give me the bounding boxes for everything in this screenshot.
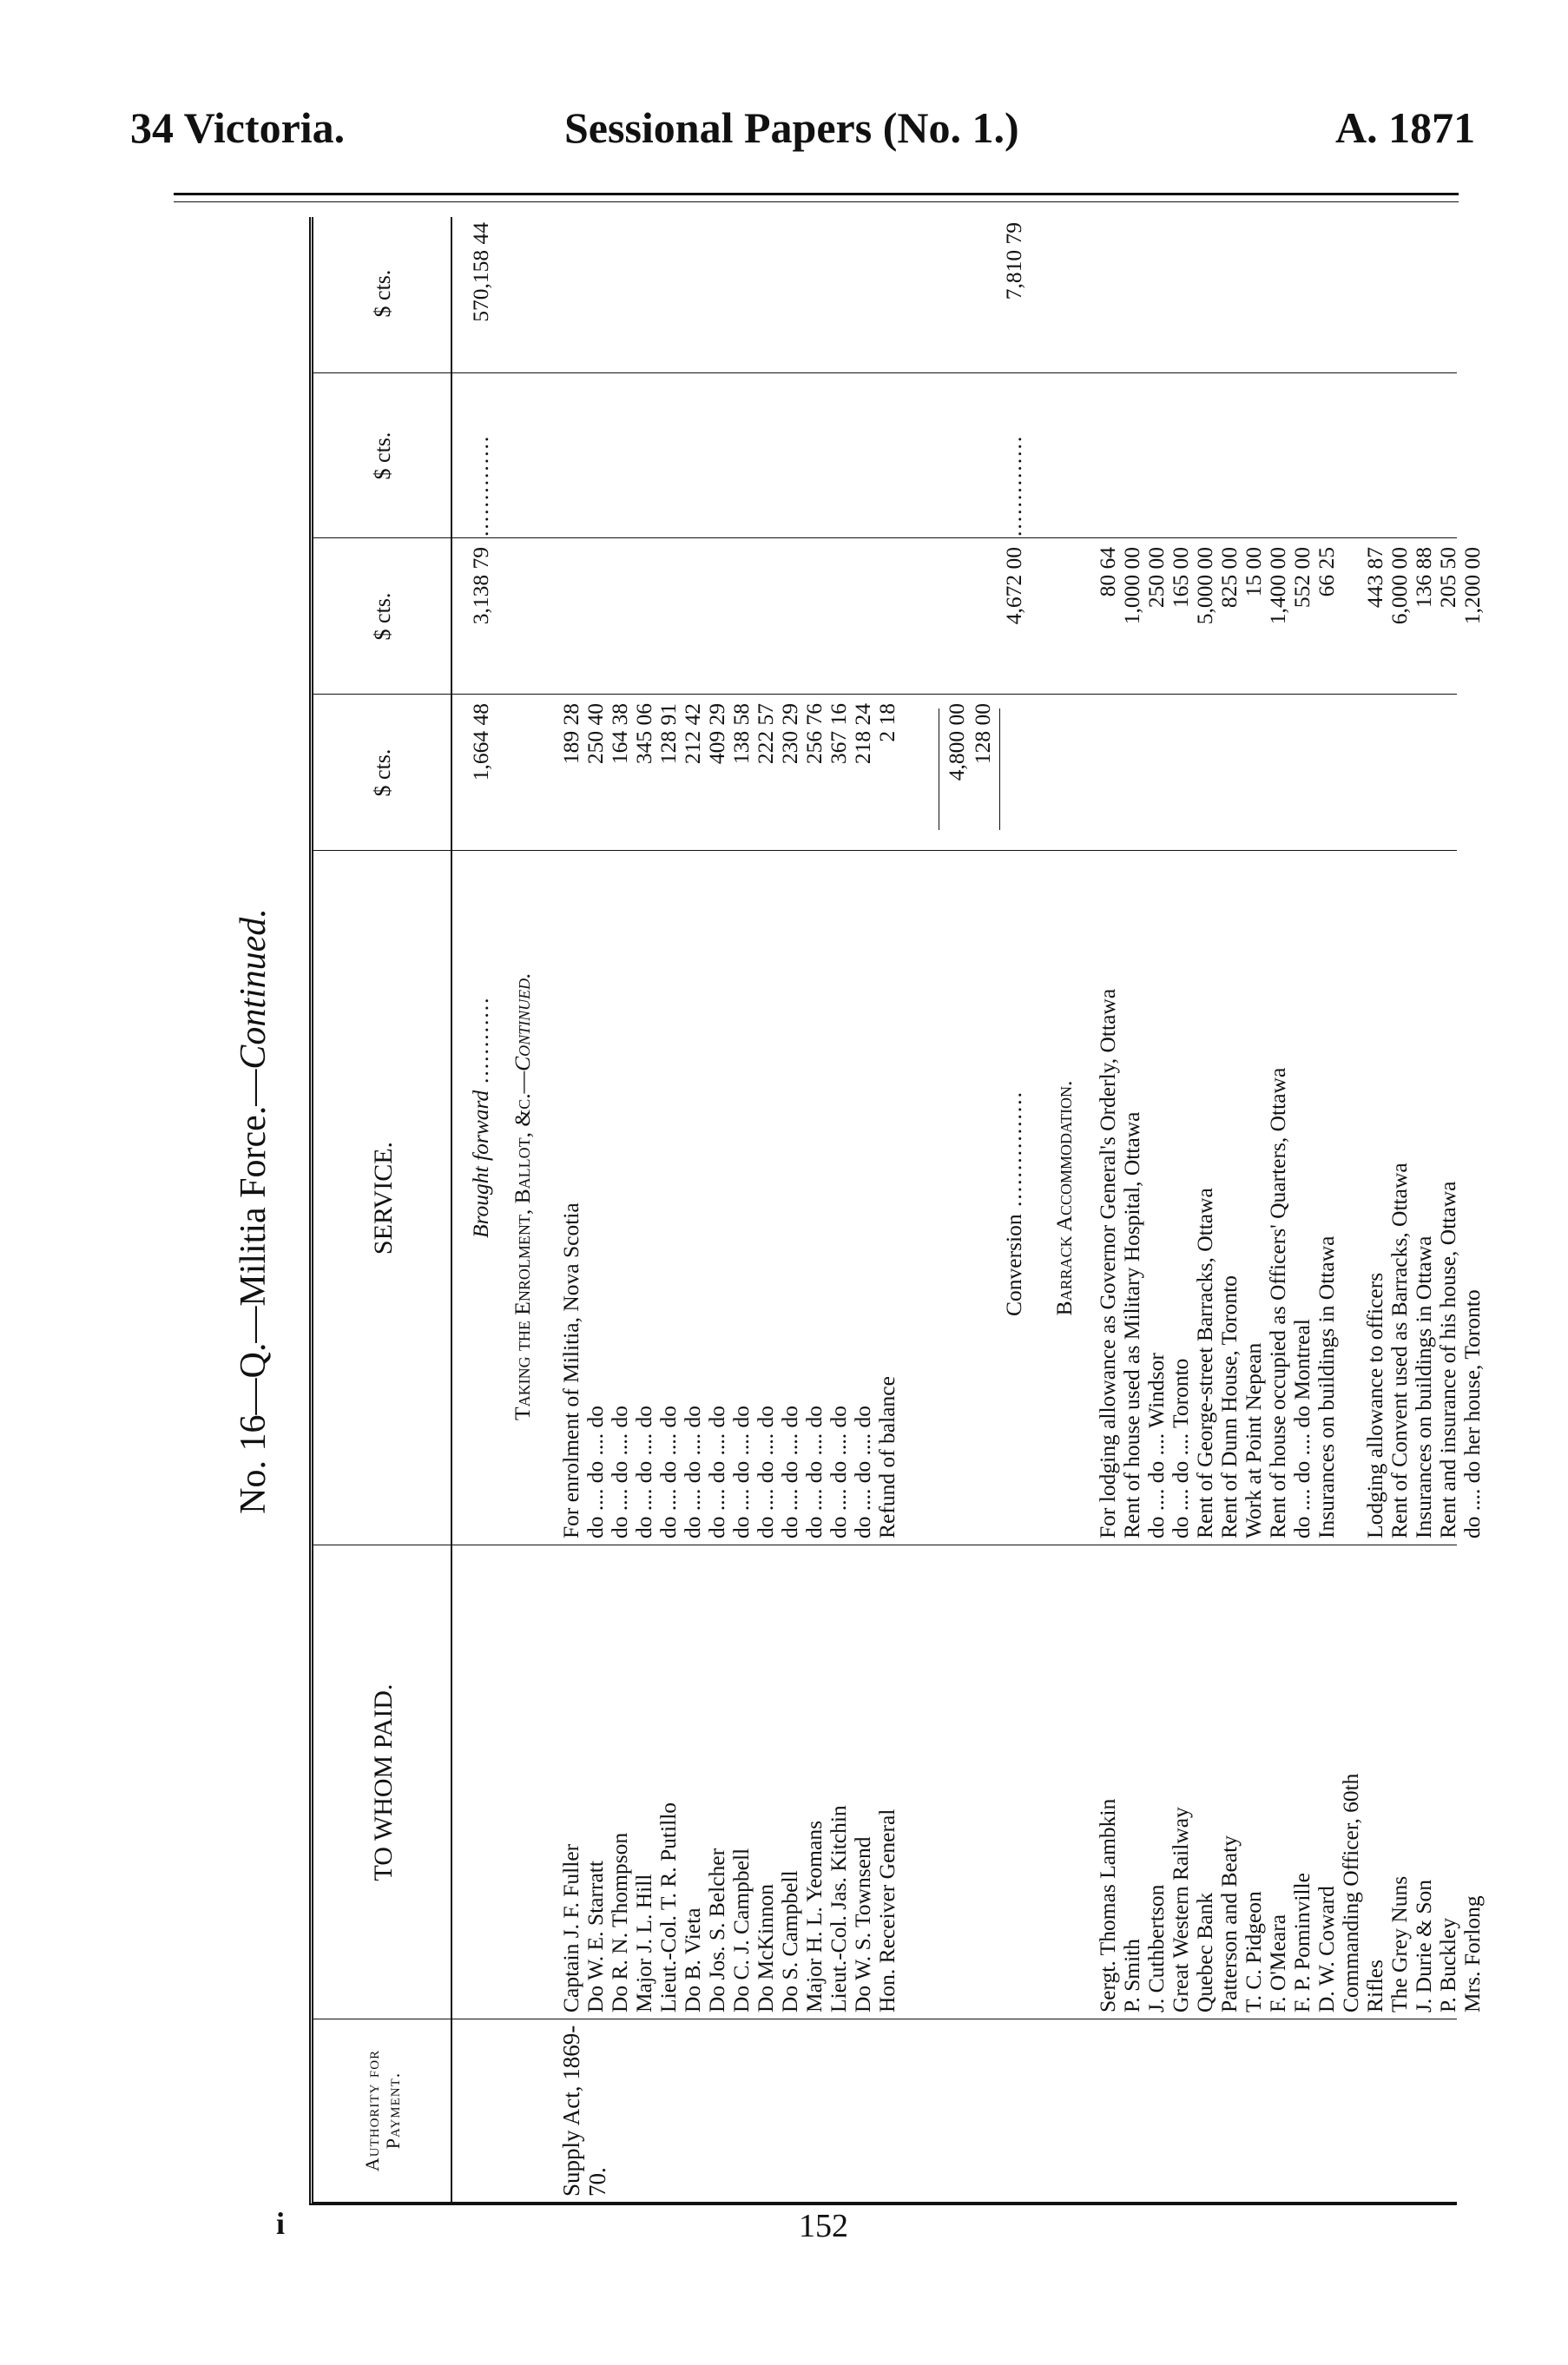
enrolment-service: do .... do .... do (728, 1406, 754, 1538)
enrolment-amount: 138 58 (728, 703, 754, 765)
enrolment-service: do .... do .... do (850, 1406, 875, 1538)
barrack-amount: 165 00 (1168, 547, 1193, 609)
barrack-service: Rent of Dunn House, Toronto (1216, 1275, 1242, 1538)
brought-forward-col1: 1,664 48 (468, 703, 493, 781)
enrolment-payee: Major H. L. Yeomans (801, 1821, 827, 2013)
barrack-payee: F. P. Pominville (1289, 1873, 1314, 2013)
barrack-amount: 80 64 (1095, 547, 1120, 597)
running-head-center: Sessional Papers (No. 1.) (564, 103, 1019, 152)
barrack-service: do .... do .... Toronto (1168, 1358, 1193, 1538)
enrolment-amount: 218 24 (850, 703, 875, 765)
enrolment-payee: Captain J. F. Fuller (558, 1843, 583, 2013)
barrack-amount: 552 00 (1289, 547, 1314, 609)
col-amount-2-header: $ cts. (369, 592, 395, 641)
col-amount-3-header: $ cts. (369, 431, 395, 480)
barrack-payee: F. O'Meara (1265, 1914, 1290, 2013)
barrack-service: Rent of Convent used as Barracks, Ottawa (1387, 1163, 1412, 1538)
conversion-leader: .............. (1001, 434, 1026, 537)
header-rule-thin (174, 201, 1459, 202)
running-head-right: A. 1871 (1335, 103, 1476, 152)
enrolment-amount: 164 38 (607, 703, 632, 765)
barrack-payee: Rifles (1362, 1960, 1387, 2013)
conversion-label: Conversion ................ (1001, 1090, 1026, 1316)
barrack-payee: Mrs. Forlong (1459, 1895, 1485, 2013)
barrack-amount: 443 87 (1362, 547, 1387, 609)
enrolment-deduction: 128 00 (970, 703, 995, 765)
enrolment-service: do .... do .... do (777, 1406, 802, 1538)
enrolment-payee: Lieut.-Col. T. R. Putillo (656, 1802, 681, 2013)
barrack-service: Rent and insurance of his house, Ottawa (1435, 1181, 1460, 1538)
conversion-rule (999, 708, 1000, 830)
table-title-main: No. 16—Q.—Militia Force.— (234, 1069, 273, 1514)
barrack-service: Insurances on buildings in Ottawa (1314, 1235, 1339, 1538)
ledger-table (309, 217, 1485, 2205)
conversion-col2: 4,672 00 (1001, 547, 1026, 625)
barrack-payee: Sergt. Thomas Lambkin (1095, 1798, 1120, 2013)
enrolment-amount: 345 06 (631, 703, 656, 765)
barrack-service: Lodging allowance to officers (1362, 1272, 1387, 1538)
barrack-service: do .... do her house, Toronto (1459, 1289, 1485, 1538)
barrack-amount: 15 00 (1241, 547, 1266, 597)
enrolment-payee: Do McKinnon (753, 1883, 778, 2013)
table-header-row (313, 217, 452, 2202)
enrolment-amount: 128 91 (656, 703, 681, 765)
enrolment-service: do .... do .... do (656, 1406, 681, 1538)
enrolment-amount: 230 29 (777, 703, 802, 765)
barrack-service: do .... do .... Windsor (1143, 1353, 1169, 1538)
barrack-amount: 825 00 (1216, 547, 1242, 609)
conversion-col4: 7,810 79 (1001, 222, 1026, 300)
section-heading-barrack: Barrack Accommodation. (1051, 1080, 1077, 1316)
enrolment-service: Refund of balance (874, 1376, 899, 1538)
enrolment-service: For enrolment of Militia, Nova Scotia (558, 1202, 583, 1538)
brought-forward-leader: .............. (468, 434, 493, 537)
barrack-service: Rent of house used as Military Hospital, Ottawa (1119, 1111, 1144, 1538)
barrack-service: For lodging allowance as Governor General's Orderly, Ottawa (1095, 988, 1120, 1538)
barrack-payee: P. Buckley (1435, 1917, 1460, 2013)
col-amount-1-header: $ cts. (369, 748, 395, 797)
barrack-amount: 6,000 00 (1387, 547, 1412, 625)
barrack-payee: P. Smith (1119, 1938, 1144, 2013)
enrolment-service: do .... do .... do (607, 1406, 632, 1538)
barrack-amount: 1,200 00 (1459, 547, 1485, 625)
col-authority-header: Authority for Payment. (360, 2049, 404, 2172)
barrack-service: do .... do .... do Montreal (1289, 1319, 1314, 1538)
barrack-payee: J. Cuthbertson (1143, 1884, 1169, 2013)
enrolment-amount: 189 28 (558, 703, 583, 765)
section-heading-enrolment: Taking the Enrolment, Ballot, &c.—Continued. (510, 972, 535, 1420)
brought-forward-col2: 3,138 79 (468, 547, 493, 625)
barrack-amount: 250 00 (1143, 547, 1169, 609)
enrolment-amount: 222 57 (753, 703, 778, 765)
barrack-payee: Commanding Officer, 60th (1338, 1773, 1363, 2013)
enrolment-amount: 256 76 (801, 703, 827, 765)
margin-mark: i (276, 2206, 286, 2241)
authority-supply-act: Supply Act, 1869-70. (558, 2025, 610, 2197)
barrack-payee: J. Durie & Son (1411, 1880, 1436, 2013)
barrack-service: Rent of George-street Barracks, Ottawa (1192, 1188, 1217, 1538)
barrack-service: Rent of house occupied as Officers' Quarters, Ottawa (1265, 1067, 1290, 1538)
header-rule (174, 193, 1459, 195)
enrolment-amount: 2 18 (874, 703, 899, 742)
barrack-amount: 1,400 00 (1265, 547, 1290, 625)
enrolment-service: do .... do .... do (583, 1406, 608, 1538)
col-to-whom-header: TO WHOM PAID. (368, 1683, 398, 1881)
barrack-service: Work at Point Nepean (1241, 1342, 1266, 1538)
enrolment-service: do .... do .... do (704, 1406, 729, 1538)
brought-forward-col4: 570,158 44 (468, 222, 493, 322)
enrolment-payee: Do R. N. Thompson (607, 1832, 632, 2013)
enrolment-amount: 409 29 (704, 703, 729, 765)
barrack-amount: 66 25 (1314, 547, 1339, 597)
table-title-continued: Continued. (234, 908, 273, 1070)
enrolment-payee: Do W. S. Townsend (850, 1836, 875, 2013)
barrack-payee: Patterson and Beaty (1216, 1835, 1242, 2013)
barrack-amount: 5,000 00 (1192, 547, 1217, 625)
barrack-amount: 205 50 (1435, 547, 1460, 609)
enrolment-payee: Do B. Vieta (680, 1907, 705, 2013)
enrolment-service: do .... do .... do (753, 1406, 778, 1538)
col-service-header: SERVICE. (368, 1141, 398, 1255)
barrack-payee: Great Western Railway (1168, 1807, 1193, 2013)
enrolment-service: do .... do .... do (826, 1406, 851, 1538)
barrack-service: Insurances on buildings in Ottawa (1411, 1235, 1436, 1538)
page-number: 152 (799, 2208, 848, 2244)
enrolment-service: do .... do .... do (631, 1406, 656, 1538)
enrolment-payee: Lieut.-Col. Jas. Kitchin (826, 1805, 851, 2013)
enrolment-payee: Do S. Campbell (777, 1870, 802, 2013)
enrolment-amount: 367 16 (826, 703, 851, 765)
enrolment-amount: 212 42 (680, 703, 705, 765)
barrack-payee: The Grey Nuns (1387, 1875, 1412, 2013)
barrack-amount: 136 88 (1411, 547, 1436, 609)
enrolment-payee: Hon. Receiver General (874, 1808, 899, 2013)
table-title (233, 217, 293, 2205)
barrack-payee: Quebec Bank (1192, 1892, 1217, 2013)
enrolment-amount: 250 40 (583, 703, 608, 765)
barrack-payee: D. W. Coward (1314, 1886, 1339, 2013)
enrolment-service: do .... do .... do (680, 1406, 705, 1538)
barrack-amount: 1,000 00 (1119, 547, 1144, 625)
running-head-left: 34 Victoria. (130, 103, 346, 152)
brought-forward-label: Brought forward ............ (468, 995, 493, 1238)
enrolment-service: do .... do .... do (801, 1406, 827, 1538)
rotated-table-block (233, 217, 1485, 2205)
enrolment-total: 4,800 00 (944, 703, 969, 781)
enrolment-payee: Do C. J. Campbell (728, 1848, 754, 2013)
enrolment-payee: Do Jos. S. Belcher (704, 1848, 729, 2013)
enrolment-payee: Do W. E. Starratt (583, 1861, 608, 2013)
barrack-payee: T. C. Pidgeon (1241, 1891, 1266, 2013)
table-body (452, 217, 1485, 2202)
enrolment-payee: Major J. L. Hill (631, 1874, 656, 2013)
col-amount-4-header: $ cts. (369, 269, 395, 318)
